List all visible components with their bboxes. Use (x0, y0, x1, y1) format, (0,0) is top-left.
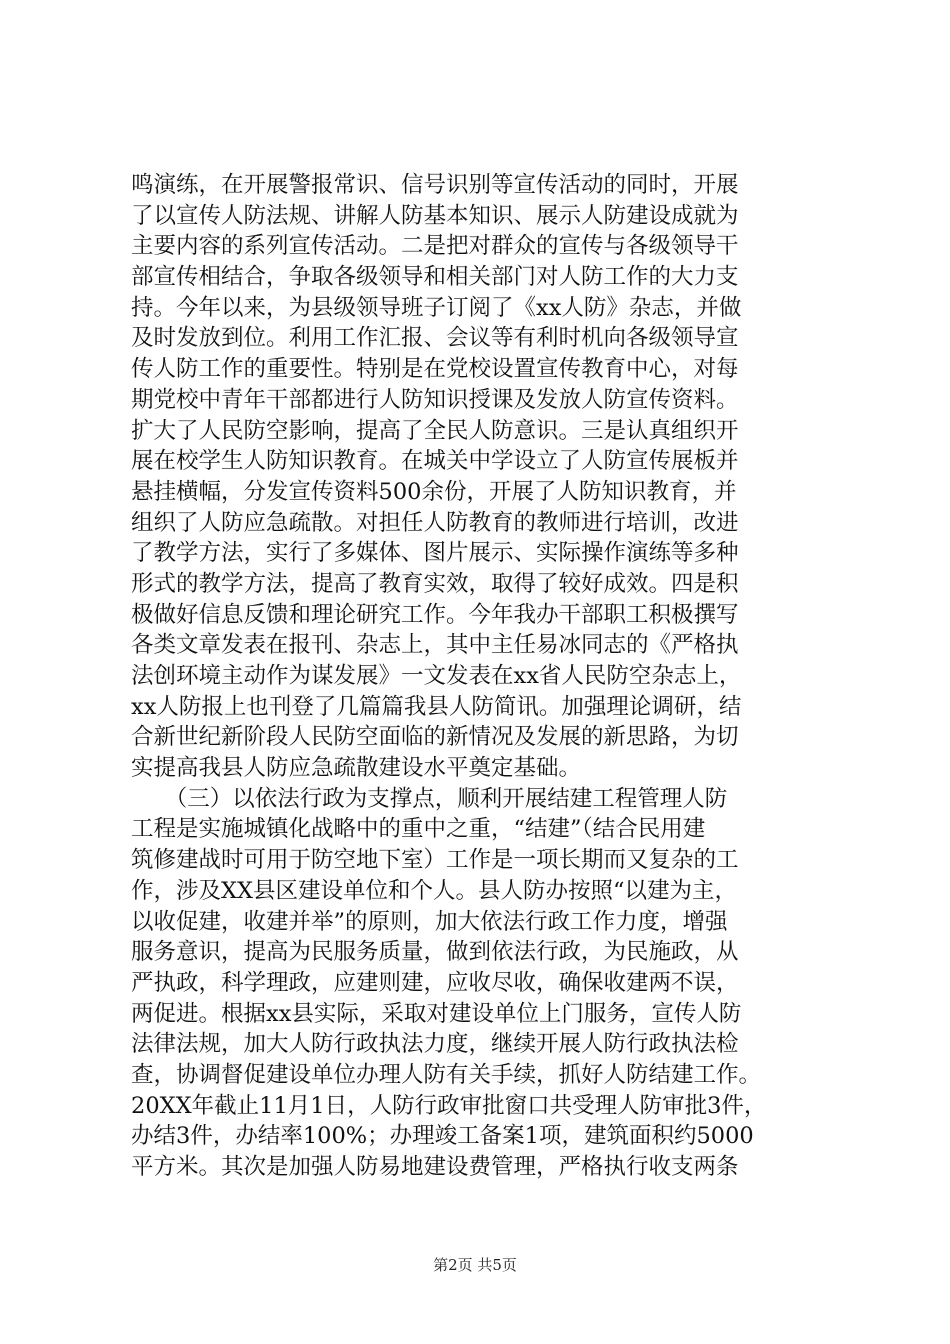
text-line: xx人防报上也刊登了几篇篇我县人防简讯。加强理论调研，结 (131, 693, 742, 720)
text-line: 传人防工作的重要性。特别是在党校设置宣传教育中心，对每 (131, 356, 739, 383)
text-line: 筑修建战时可用于防空地下室）工作是一项长期而又复杂的工 (131, 847, 739, 874)
text-line: 工程是实施城镇化战略中的重中之重，“结建”（结合民用建 (131, 816, 706, 843)
text-line: 组织了人防应急疏散。对担任人防教育的教师进行培训，改进 (131, 509, 739, 536)
text-line: 20XX年截止11月1日，人防行政审批窗口共受理人防审批3件， (131, 1092, 767, 1119)
text-line: 了教学方法，实行了多媒体、图片展示、实际操作演练等多种 (131, 540, 739, 567)
text-line: 展在校学生人防知识教育。在城关中学设立了人防宣传展板并 (131, 448, 739, 475)
text-line: 两促进。根据xx县实际，采取对建设单位上门服务，宣传人防 (131, 1000, 742, 1027)
text-line: 法创环境主动作为谋发展》一文发表在xx省人民防空杂志上， (131, 663, 742, 689)
page-footer (0, 1254, 950, 1275)
text-line: 实提高我县人防应急疏散建设水平奠定基础。 (131, 755, 582, 782)
text-line: 平方米。其次是加强人防易地建设费管理，严格执行收支两条 (131, 1154, 739, 1180)
text-line: 服务意识，提高为民服务质量，做到依法行政，为民施政，从 (131, 939, 739, 966)
text-line: 查，协调督促建设单位办理人防有关手续，抓好人防结建工作。 (131, 1061, 762, 1088)
text-line: 极做好信息反馈和理论研究工作。今年我办干部职工积极撰写 (131, 601, 739, 628)
text-line: 及时发放到位。利用工作汇报、会议等有利时机向各级领导宣 (131, 325, 739, 352)
text-line: 严执政，科学理政，应建则建，应收尽收，确保收建两不误， (131, 969, 739, 996)
text-line: 形式的教学方法，提高了教育实效，取得了较好成效。四是积 (131, 570, 739, 597)
text-line: 作，涉及XX县区建设单位和个人。县人防办按照“以建为主， (131, 877, 738, 904)
text-line: 主要内容的系列宣传活动。二是把对群众的宣传与各级领导干 (131, 233, 739, 260)
text-line: 扩大了人民防空影响，提高了全民人防意识。三是认真组织开 (131, 417, 739, 444)
text-line: 各类文章发表在报刊、杂志上，其中主任易冰同志的《严格执 (131, 632, 739, 659)
page-number-label: 第2页 共5页 (433, 1256, 517, 1274)
text-line: （三）以依法行政为支撑点，顺利开展结建工程管理人防 (131, 785, 728, 812)
document-body (131, 170, 831, 1183)
text-line: 以收促建，收建并举”的原则，加大依法行政工作力度，增强 (131, 908, 728, 935)
text-line: 持。今年以来，为县级领导班子订阅了《xx人防》杂志，并做 (131, 294, 742, 321)
text-line: 悬挂横幅，分发宣传资料500余份，开展了人防知识教育，并 (131, 478, 737, 505)
text-line: 法律法规，加大人防行政执法力度，继续开展人防行政执法检 (131, 1031, 739, 1058)
text-line: 办结3件，办结率100%；办理竣工备案1项，建筑面积约5000 (131, 1123, 754, 1150)
text-line: 合新世纪新阶段人民防空面临的新情况及发展的新思路，为切 (131, 724, 739, 751)
text-line: 期党校中青年干部都进行人防知识授课及发放人防宣传资料。 (131, 386, 739, 413)
text-line: 鸣演练，在开展警报常识、信号识别等宣传活动的同时，开展 (131, 172, 739, 198)
text-line: 了以宣传人防法规、讲解人防基本知识、展示人防建设成就为 (131, 202, 739, 229)
text-line: 部宣传相结合，争取各级领导和相关部门对人防工作的大力支 (131, 264, 739, 291)
